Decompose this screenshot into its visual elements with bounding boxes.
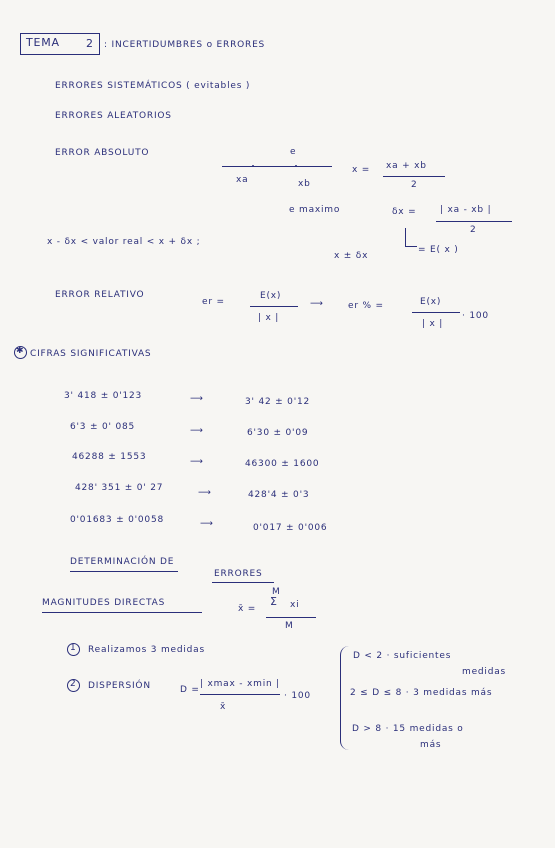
x-equals: x = [352,165,371,175]
xa-label: xa [236,175,249,185]
arrow-foot [405,246,417,247]
erpct-numerator: E(x) [420,297,442,307]
condition-3-cont: más [420,740,442,750]
dispersion-numerator: | xmax - xmin | [200,679,280,689]
cifras-right-1: 3' 42 ± 0'12 [245,397,311,407]
magnitudes-underline [42,612,202,613]
cifras-left-2: 6'3 ± 0' 085 [70,422,136,432]
arrow-stem [405,228,406,246]
star-glyph: ✱ [16,346,25,356]
cifras-left-5: 0'01683 ± 0'0058 [70,515,164,525]
x-plus-minus-dx: x ± δx [334,251,369,261]
erpct-denominator: | x | [422,319,444,329]
dx-denominator: 2 [470,225,477,235]
point-xb-mark [295,165,297,167]
er-denominator: | x | [258,313,280,323]
cifras-title: CIFRAS SIGNIFICATIVAS [30,349,152,359]
sigma-top-limit: M [272,587,281,597]
dispersion-equals: D = [180,685,200,695]
step-2-text: DISPERSIÓN [88,681,151,691]
mean-denominator: M [285,621,294,631]
x-denominator: 2 [411,180,418,190]
mean-equals: x̄ = [238,604,257,614]
real-value-interval: x - δx < valor real < x + δx ; [47,237,201,247]
condition-1-cont: medidas [462,667,507,677]
cifras-left-3: 46288 ± 1553 [72,452,147,462]
cifras-arrow-1: ⟶ [190,394,204,404]
cifras-arrow-2: ⟶ [190,426,204,436]
e-maximo-label: e maximo [289,205,341,215]
conditions-brace [340,646,349,750]
cifras-arrow-5: ⟶ [200,519,214,529]
cifras-arrow-4: ⟶ [198,488,212,498]
tema-label: TEMA [26,36,60,49]
e-label: e [290,147,297,157]
condition-3: D > 8 · 15 medidas o [352,724,464,734]
step-2-number: 2 [70,679,77,689]
mean-fraction-bar [266,617,316,618]
determinacion-title-errores: ERRORES [214,569,263,579]
errores-underline [212,582,274,583]
cifras-left-1: 3' 418 ± 0'123 [64,391,143,401]
error-relativo-title: ERROR RELATIVO [55,290,145,300]
dispersion-denominator: x̄ [220,702,227,712]
determinacion-underline [70,571,178,572]
cifras-arrow-3: ⟶ [190,457,204,467]
tema-number: 2 [86,37,94,50]
er-fraction-bar [250,306,298,307]
cifras-right-2: 6'30 ± 0'09 [247,428,309,438]
times-hundred: · 100 [462,311,489,321]
dx-fraction-bar [436,221,512,222]
dx-equals: δx = [392,207,417,217]
step-1-number: 1 [70,643,77,653]
number-line [222,166,332,167]
step-1-text: Realizamos 3 medidas [88,645,205,655]
er-numerator: E(x) [260,291,282,301]
cifras-right-3: 46300 ± 1600 [245,459,320,469]
sigma-symbol: Σ [270,595,278,608]
errores-aleatorios: ERRORES ALEATORIOS [55,111,172,121]
determinacion-title: DETERMINACIÓN DE [70,557,175,567]
cifras-left-4: 428' 351 ± 0' 27 [75,483,164,493]
page-title: : INCERTIDUMBRES o ERRORES [104,40,266,50]
er-percent-equals: er % = [348,301,384,311]
x-fraction-bar [383,176,445,177]
dispersion-fraction-bar [200,694,280,695]
dx-equals-ex: = E( x ) [418,245,459,255]
condition-2: 2 ≤ D ≤ 8 · 3 medidas más [350,688,493,698]
dispersion-times-hundred: · 100 [284,691,311,701]
er-equals: er = [202,297,225,307]
erpct-fraction-bar [412,312,460,313]
xb-label: xb [298,179,311,189]
magnitudes-directas: MAGNITUDES DIRECTAS [42,598,166,608]
arrow-to-percent: ⟶ [310,299,324,309]
error-absoluto-title: ERROR ABSOLUTO [55,148,150,158]
x-numerator: xa + xb [386,161,427,171]
errores-sistematicos: ERRORES SISTEMÁTICOS ( evitables ) [55,81,251,91]
condition-1: D < 2 · suficientes [353,651,452,661]
cifras-right-4: 428'4 ± 0'3 [248,490,310,500]
dx-numerator: | xa - xb | [440,205,492,215]
mean-xi: xi [290,600,300,610]
cifras-right-5: 0'017 ± 0'006 [253,523,328,533]
point-xa-mark [252,165,254,167]
